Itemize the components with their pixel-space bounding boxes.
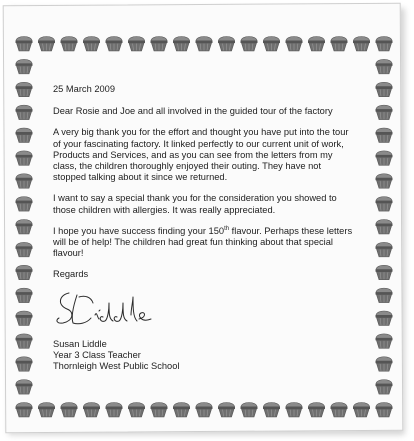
ice-cream-cup-icon (173, 403, 190, 418)
ice-cream-cup-icon (331, 37, 348, 52)
handwritten-signature (53, 285, 173, 331)
ice-cream-cup-icon (286, 403, 303, 418)
ice-cream-cup-icon (376, 105, 393, 120)
ordinal-suffix: th (224, 225, 230, 232)
ice-cream-cup-icon (83, 37, 100, 52)
letter-date: 25 March 2009 (53, 84, 116, 94)
ice-cream-cup-icon (218, 37, 235, 52)
ice-cream-cup-icon (376, 357, 393, 372)
ice-cream-cup-icon (173, 37, 190, 52)
signer-title: Year 3 Class Teacher (53, 350, 141, 361)
signer-school: Thornleigh West Public School (53, 361, 180, 372)
ice-cream-cup-icon (196, 37, 213, 52)
ice-cream-cup-icon (376, 334, 393, 349)
ice-cream-cup-icon (16, 82, 33, 97)
ice-cream-cup-icon (353, 37, 370, 52)
ice-cream-cup-icon (263, 37, 280, 52)
ice-cream-cup-icon (376, 59, 393, 74)
ice-cream-cup-icon (376, 265, 393, 280)
letter-paragraph-thanks: A very big thank you for the effort and thought you have put into the tour of your fascinating factory. It linked perfectly to our current unit of work, Products and Services, and as you can see from the letters from my class, the children thoroughly enjoyed their outing. They have not stopped talking about it since we returned. (53, 127, 349, 183)
ice-cream-cup-icon (16, 311, 33, 326)
ice-cream-cup-icon (331, 403, 348, 418)
ice-cream-cup-icon (376, 380, 393, 395)
ice-cream-cup-icon (376, 174, 393, 189)
ice-cream-cup-icon (16, 37, 33, 52)
ice-cream-cup-icon (263, 403, 280, 418)
ice-cream-cup-icon (241, 37, 258, 52)
ice-cream-cup-icon (376, 311, 393, 326)
ice-cream-cup-icon (16, 380, 33, 395)
ice-cream-cup-icon (38, 37, 55, 52)
ice-cream-cup-icon (16, 59, 33, 74)
ice-cream-cup-icon (16, 197, 33, 212)
ice-cream-cup-icon (308, 403, 325, 418)
letter-closing: Regards (53, 269, 89, 280)
ice-cream-cup-icon (241, 403, 258, 418)
ice-cream-cup-icon (218, 403, 235, 418)
ice-cream-cup-icon (16, 151, 33, 166)
ice-cream-cup-icon (16, 105, 33, 120)
ice-cream-cup-icon (376, 403, 393, 418)
ice-cream-cup-icon (376, 242, 393, 257)
ice-cream-cup-icon (16, 334, 33, 349)
letter-paragraph-allergies: I want to say a special thank you for the consideration you showed to those children with allergies. It was really appreciated. (53, 193, 337, 215)
letter-salutation: Dear Rosie and Joe and all involved in the guided tour of the factory (53, 106, 333, 117)
ice-cream-cup-icon (376, 288, 393, 303)
ice-cream-cup-icon (16, 242, 33, 257)
ice-cream-cup-icon (376, 220, 393, 235)
letter-body (53, 84, 353, 372)
ice-cream-cup-icon (16, 128, 33, 143)
ice-cream-cup-icon (353, 403, 370, 418)
ice-cream-cup-icon (61, 37, 78, 52)
ice-cream-cup-icon (106, 37, 123, 52)
ice-cream-cup-icon (376, 128, 393, 143)
ice-cream-cup-icon (16, 265, 33, 280)
ice-cream-cup-icon (151, 403, 168, 418)
ice-cream-cup-icon (376, 151, 393, 166)
letter-paragraph-flavour (53, 226, 353, 260)
ice-cream-cup-icon (16, 403, 33, 418)
ice-cream-cup-icon (376, 197, 393, 212)
ice-cream-cup-icon (376, 82, 393, 97)
signer-name: Susan Liddle (53, 338, 107, 349)
ice-cream-cup-icon (286, 37, 303, 52)
ice-cream-cup-icon (106, 403, 123, 418)
signature-block (53, 339, 353, 373)
ice-cream-cup-icon (128, 37, 145, 52)
ice-cream-cup-icon (38, 403, 55, 418)
ice-cream-cup-icon (16, 220, 33, 235)
ice-cream-cup-icon (376, 37, 393, 52)
flavour-text-end: flavour. Perhaps these letters will be of help! The children had great fun thinking about that special flavour! (53, 225, 353, 259)
ice-cream-cup-icon (128, 403, 145, 418)
ice-cream-cup-icon (196, 403, 213, 418)
ice-cream-cup-icon (83, 403, 100, 418)
ice-cream-cup-icon (16, 174, 33, 189)
ice-cream-cup-icon (308, 37, 325, 52)
ice-cream-cup-icon (151, 37, 168, 52)
flavour-text-start: I hope you have success finding your 150 (53, 225, 225, 236)
ice-cream-cup-icon (61, 403, 78, 418)
ice-cream-cup-icon (16, 357, 33, 372)
ice-cream-cup-icon (16, 288, 33, 303)
